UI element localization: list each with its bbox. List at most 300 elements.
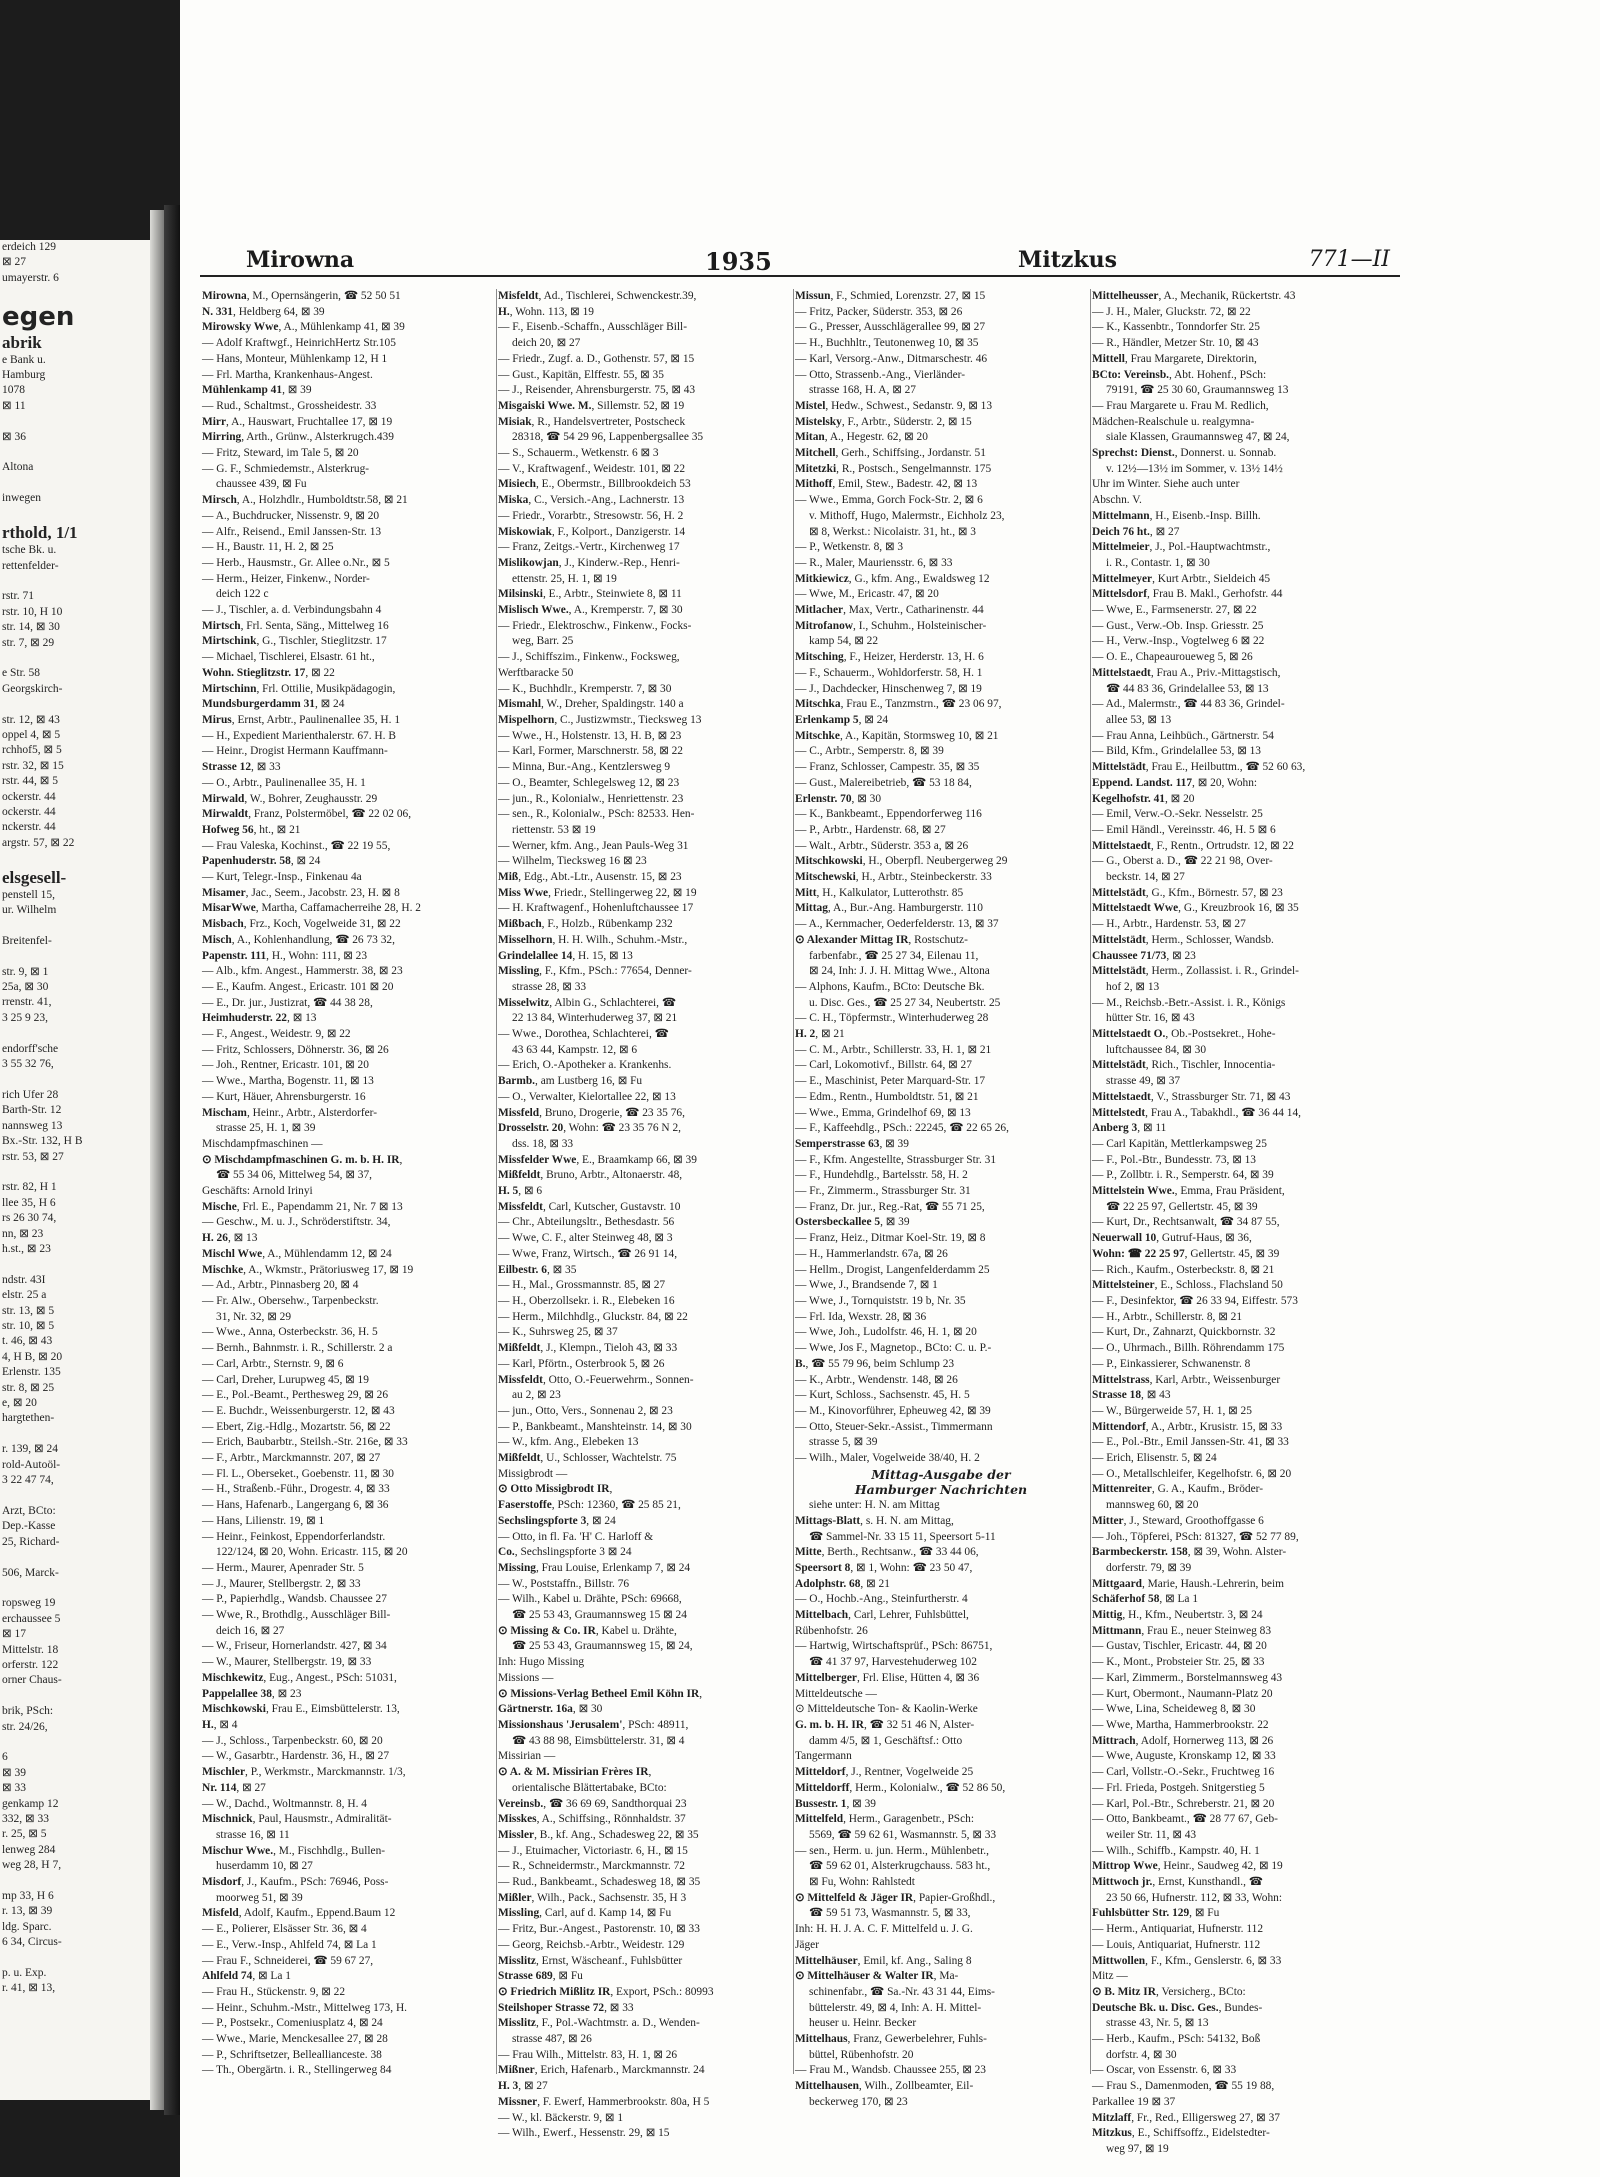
directory-entry-line: Misiak, R., Handelsvertreter, Postscheck bbox=[498, 415, 686, 428]
directory-entry-line: Co., Sechslingspforte 3 ⊠ 24 bbox=[498, 1546, 632, 1559]
directory-entry-line: — V., Kraftwagenf., Weidestr. 101, ⊠ 22 bbox=[498, 462, 686, 475]
directory-entry-line: Kegelhofstr. 41, ⊠ 20 bbox=[1092, 792, 1195, 805]
directory-entry-line: ⊙ Mitteldeutsche Ton- & Kaolin-Werke bbox=[795, 1703, 978, 1716]
previous-page-text-line: rrenstr. 41, bbox=[2, 996, 52, 1009]
previous-page-text-line: ⊠ 11 bbox=[2, 399, 26, 412]
directory-entry-line: Mittelstaedt O., Ob.-Postsekret., Hohe- bbox=[1092, 1028, 1276, 1041]
directory-entry-line: Miskowiak, F., Kolport., Danzigerstr. 14 bbox=[498, 525, 686, 538]
previous-page-text-line: mp 33, H 6 bbox=[2, 1890, 54, 1903]
directory-entry-line: — F., Eisenb.-Schaffn., Ausschläger Bill- bbox=[498, 321, 688, 334]
directory-entry-line: — Emil Händl., Vereinsstr. 46, H. 5 ⊠ 6 bbox=[1092, 823, 1276, 836]
directory-entry-line: Missfeldt, Otto, O.-Feuerwehrm., Sonnen- bbox=[498, 1373, 694, 1386]
directory-entry-line: — Oscar, von Essenstr. 6, ⊠ 33 bbox=[1092, 2064, 1237, 2077]
directory-entry-line: Mißfeldt, Bruno, Arbtr., Altonaerstr. 48, bbox=[498, 1169, 683, 1182]
directory-entry-line: — M., Reichsb.-Betr.-Assist. i. R., Königs bbox=[1092, 996, 1286, 1009]
directory-entry-line: Milsinski, E., Arbtr., Steinwiete 8, ⊠ 11 bbox=[498, 588, 682, 601]
directory-entry-line: Mittelhausen, Wilh., Zollbeamter, Eil- bbox=[795, 2080, 974, 2093]
directory-entry-line: Mirtschinn, Frl. Ottilie, Musikpädagogin, bbox=[202, 682, 396, 695]
directory-entry-line: Werftbaracke 50 bbox=[498, 666, 574, 679]
directory-entry-line: Chaussee 71/73, ⊠ 23 bbox=[1092, 949, 1196, 962]
directory-entry-line: Heimhuderstr. 22, ⊠ 13 bbox=[202, 1012, 317, 1025]
directory-entry-line: — Friedr., Elektroschw., Finkenw., Focks- bbox=[498, 619, 692, 632]
directory-entry-line: — Carl, Vollstr.-O.-Sekr., Fruchtweg 16 bbox=[1092, 1766, 1275, 1779]
directory-entry-line: — jun., Otto, Vers., Sonnenau 2, ⊠ 23 bbox=[498, 1404, 673, 1417]
previous-page-text-line bbox=[0, 1427, 150, 1442]
directory-entry-line: — Adolf Kraftwgf., HeinrichHertz Str.105 bbox=[202, 337, 396, 350]
directory-entry-line: Nr. 114, ⊠ 27 bbox=[202, 1781, 266, 1794]
directory-entry-line: — O., Hochb.-Ang., Steinfurtherstr. 4 bbox=[795, 1593, 968, 1606]
directory-entry-line: Misskes, A., Schiffsing., Rönnhaldstr. 37 bbox=[498, 1813, 686, 1826]
directory-entry-line: Barmbeckerstr. 158, ⊠ 39, Wohn. Alster- bbox=[1092, 1546, 1287, 1559]
previous-page-text-line: h.st., ⊠ 23 bbox=[2, 1242, 51, 1255]
previous-page-text-line: nckerstr. 44 bbox=[2, 821, 56, 834]
directory-entry-line: — W., Gasarbtr., Hardenstr. 36, H., ⊠ 27 bbox=[202, 1750, 390, 1763]
directory-entry-line: Strasse 12, ⊠ 33 bbox=[202, 761, 281, 774]
directory-entry-line: allee 53, ⊠ 13 bbox=[1106, 713, 1172, 726]
directory-entry-line: — Frl. Ida, Wexstr. 28, ⊠ 36 bbox=[795, 1310, 927, 1323]
previous-page-text-line: r. 41, ⊠ 13, bbox=[2, 1982, 56, 1995]
directory-entry-line: Mittelhäuser, Emil, kf. Ang., Saling 8 bbox=[795, 1954, 972, 1967]
directory-entry-line: — Hans, Monteur, Mühlenkamp 12, H 1 bbox=[202, 352, 388, 365]
directory-entry-line: — H., Arbtr., Schillerstr. 8, ⊠ 21 bbox=[1092, 1310, 1243, 1323]
directory-entry-line: Mirwaldt, Franz, Polstermöbel, ☎ 22 02 06, bbox=[202, 808, 412, 821]
directory-entry-line: Inh: Hugo Missing bbox=[498, 1656, 585, 1669]
directory-entry-line: — Wwe, Jos F., Magnetop., BCto: C. u. P.- bbox=[795, 1342, 992, 1355]
directory-entry-line: deich 16, ⊠ 27 bbox=[216, 1624, 285, 1637]
directory-entry-line: Grindelallee 14, H. 15, ⊠ 13 bbox=[498, 949, 633, 962]
directory-entry-line: Missirian — bbox=[498, 1750, 556, 1763]
directory-column-3 bbox=[795, 289, 1087, 2108]
directory-entry-line: 22 13 84, Winterhuderweg 37, ⊠ 21 bbox=[512, 1012, 678, 1025]
directory-entry-line: Mittwollen, F., Kfm., Genslerstr. 6, ⊠ 33 bbox=[1092, 1954, 1282, 1967]
directory-entry-line: weiler Str. 11, ⊠ 43 bbox=[1106, 1828, 1197, 1841]
directory-entry-line: — Wwe, Joh., Ludolfstr. 46, H. 1, ⊠ 20 bbox=[795, 1326, 977, 1339]
directory-entry-line: Missner, F. Ewerf, Hammerbrookstr. 80a, H 5 bbox=[498, 2095, 710, 2108]
directory-entry-line: riettenstr. 53 ⊠ 19 bbox=[512, 823, 596, 836]
directory-entry-line: — Wwe, Lina, Scheideweg 8, ⊠ 30 bbox=[1092, 1703, 1256, 1716]
previous-page-text-line: r. 13, ⊠ 39 bbox=[2, 1905, 53, 1918]
directory-entry-line: ☎ 43 88 98, Eimsbüttelerstr. 31, ⊠ 4 bbox=[512, 1734, 685, 1747]
previous-page-text-line bbox=[0, 414, 150, 429]
directory-entry-line: Mithoff, Emil, Stew., Badestr. 42, ⊠ 13 bbox=[795, 478, 978, 491]
previous-page-text-line: r. 139, ⊠ 24 bbox=[2, 1443, 58, 1456]
directory-entry-line: — Herb., Kaufm., PSch: 54132, Boß bbox=[1092, 2033, 1261, 2046]
directory-entry-line: Mädchen-Realschule u. realgymna- bbox=[1092, 415, 1255, 428]
directory-entry-line: — W., kfm. Ang., Elebeken 13 bbox=[498, 1436, 639, 1449]
directory-entry-line: Misch, A., Kohlenhandlung, ☎ 26 73 32, bbox=[202, 933, 395, 946]
directory-entry-line: Mirus, Ernst, Arbtr., Paulinenallee 35, H. 1 bbox=[202, 713, 401, 726]
directory-entry-line: — Kurt, Häuer, Ahrensburgerstr. 16 bbox=[202, 1090, 366, 1103]
column-divider bbox=[1090, 289, 1091, 2074]
directory-entry-line: Mitschewski, H., Arbtr., Steinbeckerstr. 33 bbox=[795, 871, 992, 884]
directory-entry-line: hütter Str. 16, ⊠ 43 bbox=[1106, 1012, 1195, 1025]
directory-entry-line: — Fritz, Packer, Süderstr. 353, ⊠ 26 bbox=[795, 305, 963, 318]
directory-entry-line: — Emil, Verw.-O.-Sekr. Nesselstr. 25 bbox=[1092, 808, 1263, 821]
directory-entry-line: Hamburger Nachrichten bbox=[854, 1482, 1028, 1498]
directory-entry-line: — P., Arbtr., Hardenstr. 68, ⊠ 27 bbox=[795, 823, 946, 836]
directory-entry-line: BCto: Vereinsb., Abt. Hohenf., PSch: bbox=[1092, 368, 1267, 381]
previous-page-text-line: ndstr. 43I bbox=[2, 1273, 46, 1286]
directory-entry-line: — H., Oberzollsekr. i. R., Elebeken 16 bbox=[498, 1295, 675, 1307]
directory-entry-line: ☎ 44 83 36, Grindelallee 53, ⊠ 13 bbox=[1106, 682, 1269, 695]
previous-page-text-line: str. 9, ⊠ 1 bbox=[2, 965, 49, 978]
directory-column-2 bbox=[498, 289, 790, 2140]
directory-entry-line: — Wwe., Martha, Bogenstr. 11, ⊠ 13 bbox=[202, 1075, 374, 1088]
previous-page-text-line bbox=[0, 1874, 150, 1889]
previous-page-text-line: argstr. 57, ⊠ 22 bbox=[2, 836, 75, 849]
directory-entry-line: strasse 43, Nr. 5, ⊠ 13 bbox=[1106, 2017, 1209, 2030]
directory-entry-line: strasse 16, ⊠ 11 bbox=[216, 1828, 290, 1841]
directory-entry-line: — Hans, Lilienstr. 19, ⊠ 1 bbox=[202, 1514, 325, 1527]
directory-entry-line: Vereinsb., ☎ 36 69 69, Sandthorquai 23 bbox=[498, 1797, 687, 1810]
directory-entry-line: Mitschke, A., Kapitän, Stormsweg 10, ⊠ 21 bbox=[795, 729, 999, 742]
directory-entry-line: — Heinr., Drogist Hermann Kauffmann- bbox=[202, 745, 388, 758]
directory-entry-line: — E., Maschinist, Peter Marquard-Str. 17 bbox=[795, 1075, 986, 1088]
directory-entry-line: Missling, Carl, auf d. Kamp 14, ⊠ Fu bbox=[498, 1907, 672, 1920]
directory-entry-line: Uhr im Winter. Siehe auch unter bbox=[1092, 478, 1240, 491]
directory-entry-line: strasse 49, ⊠ 37 bbox=[1106, 1075, 1181, 1088]
directory-entry-line: Erlenstr. 70, ⊠ 30 bbox=[795, 792, 882, 805]
directory-entry-line: deich 122 c bbox=[216, 588, 269, 601]
directory-entry-line: — Frau M., Wandsb. Chaussee 255, ⊠ 23 bbox=[795, 2064, 986, 2077]
directory-entry-line: Mitan, A., Hegestr. 62, ⊠ 20 bbox=[795, 431, 928, 444]
directory-entry-line: Bussestr. 1, ⊠ 39 bbox=[795, 1797, 876, 1810]
previous-page-text-line bbox=[0, 1951, 150, 1966]
directory-entry-line: büttelerstr. 49, ⊠ 4, Inh: A. H. Mittel- bbox=[809, 2001, 982, 2014]
directory-entry-line: au 2, ⊠ 23 bbox=[512, 1389, 561, 1402]
directory-entry-line: Mittelstädt, Herm., Zollassist. i. R., Grindel- bbox=[1092, 965, 1299, 978]
previous-page-text-line: str. 7, ⊠ 29 bbox=[2, 636, 55, 649]
previous-page-text-line: genkamp 12 bbox=[2, 1797, 59, 1810]
directory-entry-line: — Carl, Lokomotivf., Billstr. 64, ⊠ 27 bbox=[795, 1059, 972, 1072]
directory-entry-line: Deutsche Bk. u. Disc. Ges., Bundes- bbox=[1092, 2001, 1263, 2014]
directory-entry-line: — sen., R., Kolonialw., PSch: 82533. Hen- bbox=[498, 808, 695, 821]
previous-page-text-line: str. 10, ⊠ 5 bbox=[2, 1320, 55, 1332]
directory-entry-line: Steilshoper Strasse 72, ⊠ 33 bbox=[498, 2001, 634, 2014]
previous-page-text-line: brik, PSch: bbox=[2, 1705, 54, 1718]
previous-page-text-line: elsgesell- bbox=[2, 867, 67, 887]
directory-entry-line: Mittig, H., Kfm., Neubertstr. 3, ⊠ 24 bbox=[1092, 1609, 1263, 1622]
previous-page-text-line: elstr. 25 a bbox=[2, 1289, 47, 1302]
directory-entry-line: Mittgaard, Marie, Haush.-Lehrerin, beim bbox=[1092, 1577, 1285, 1590]
directory-entry-line: ⊙ Otto Missigbrodt IR, bbox=[498, 1483, 613, 1496]
directory-entry-line: Mittelstaedt Wwe, G., Kreuzbrook 16, ⊠ 35 bbox=[1092, 902, 1299, 915]
directory-entry-line: — Chr., Abteilungsltr., Bethesdastr. 56 bbox=[498, 1216, 675, 1229]
previous-page-text-line: ⊠ 33 bbox=[2, 1782, 27, 1795]
directory-entry-line: Mitt, H., Kalkulator, Lutterothstr. 85 bbox=[795, 886, 964, 899]
directory-entry-line: Mittelstädt, Herm., Schlosser, Wandsb. bbox=[1092, 933, 1274, 946]
directory-entry-line: Tangermann bbox=[795, 1750, 852, 1763]
directory-entry-line: Geschäfts: Arnold Irinyi bbox=[202, 1185, 313, 1198]
previous-page-text-line bbox=[0, 697, 150, 712]
previous-page-text-line: str. 12, ⊠ 43 bbox=[2, 713, 60, 726]
previous-page-edge bbox=[150, 210, 164, 2110]
directory-entry-line: — Bild, Kfm., Grindelallee 53, ⊠ 13 bbox=[1092, 745, 1261, 758]
directory-entry-line: — O., Metallschleifer, Kegelhofstr. 6, ⊠ 20 bbox=[1092, 1467, 1292, 1480]
directory-entry-line: Mischler, P., Werkmstr., Marckmannstr. 1/3, bbox=[202, 1766, 406, 1779]
directory-entry-line: — J., Etuimacher, Victoriastr. 6, H., ⊠ 15 bbox=[498, 1844, 688, 1857]
directory-entry-line: — Herm., Maurer, Apenrader Str. 5 bbox=[202, 1561, 364, 1574]
previous-page-text-line: 1078 bbox=[2, 384, 25, 397]
directory-entry-line: ☎ 25 53 43, Graumannsweg 15, ⊠ 24, bbox=[512, 1640, 693, 1653]
column-divider bbox=[496, 289, 497, 2074]
directory-entry-line: — Karl, Pförtn., Osterbrook 5, ⊠ 26 bbox=[498, 1357, 665, 1370]
previous-page-text-line: Georgskirch- bbox=[2, 682, 63, 695]
directory-entry-line: — Frau Anna, Leihbüch., Gärtnerstr. 54 bbox=[1092, 729, 1274, 742]
directory-entry-line: Missfelder Wwe, E., Braamkamp 66, ⊠ 39 bbox=[498, 1153, 697, 1166]
directory-entry-line: H. 26, ⊠ 13 bbox=[202, 1232, 258, 1245]
directory-entry-line: — Kurt, Telegr.-Insp., Finkenau 4a bbox=[202, 871, 362, 884]
previous-page-text-line bbox=[0, 1689, 150, 1704]
previous-page-text-line bbox=[0, 1581, 150, 1596]
previous-page-text-line: 25, Richard- bbox=[2, 1535, 60, 1548]
directory-entry-line: — F., Pol.-Btr., Bundesstr. 73, ⊠ 13 bbox=[1092, 1153, 1257, 1166]
directory-entry-line: — E., Polierer, Elsässer Str. 36, ⊠ 4 bbox=[202, 1923, 367, 1936]
directory-entry-line: Mißner, Erich, Hafenarb., Marckmannstr. 24 bbox=[498, 2064, 705, 2077]
previous-page-text-line: 6 bbox=[2, 1751, 8, 1764]
directory-entry-line: Missun, F., Schmied, Lorenzstr. 27, ⊠ 15 bbox=[795, 290, 986, 302]
directory-entry-line: — F., Schauerm., Wohldorferstr. 58, H. 1 bbox=[795, 666, 983, 679]
directory-entry-line: — Franz, Heiz., Ditmar Koel-Str. 19, ⊠ 8 bbox=[795, 1232, 986, 1245]
directory-entry-line: Mittelsteiner, E., Schloss., Flachsland 50 bbox=[1092, 1279, 1283, 1292]
directory-entry-line: ☎ 41 37 97, Harvestehuderweg 102 bbox=[809, 1656, 977, 1669]
directory-entry-line: strasse 487, ⊠ 26 bbox=[512, 2033, 592, 2046]
directory-entry-line: Mittrach, Adolf, Hornerweg 113, ⊠ 26 bbox=[1092, 1734, 1274, 1747]
directory-entry-line: Mirr, A., Hauswart, Fruchtallee 17, ⊠ 19 bbox=[202, 415, 393, 428]
directory-entry-line: — C. H., Töpfermstr., Winterhuderweg 28 bbox=[795, 1012, 989, 1025]
directory-entry-line: — sen., Herm. u. jun. Herm., Mühlenbetr., bbox=[795, 1844, 989, 1857]
directory-entry-line: — Friedr., Vorarbtr., Stresowstr. 56, H. 2 bbox=[498, 509, 684, 522]
directory-entry-line: weg, Barr. 25 bbox=[512, 635, 574, 648]
directory-entry-line: Mistel, Hedw., Schwest., Sedanstr. 9, ⊠ 13 bbox=[795, 399, 993, 412]
directory-entry-line: H. 2, ⊠ 21 bbox=[795, 1028, 845, 1041]
directory-entry-line: Missigbrodt — bbox=[498, 1467, 568, 1480]
directory-entry-line: Misiech, E., Obermstr., Billbrookdeich 53 bbox=[498, 478, 691, 491]
directory-entry-line: Mitte, Berth., Rechtsanw., ☎ 33 44 06, bbox=[795, 1546, 979, 1559]
previous-page-text-line: abrik bbox=[2, 332, 42, 352]
directory-entry-line: Miska, C., Versich.-Ang., Lachnerstr. 13 bbox=[498, 494, 685, 507]
previous-page-text-line: rold-Autoöl- bbox=[2, 1458, 61, 1471]
directory-entry-line: ⊙ Mittelfeld & Jäger IR, Papier-Großhdl., bbox=[795, 1891, 996, 1904]
directory-entry-line: Eilbestr. 6, ⊠ 35 bbox=[498, 1263, 577, 1276]
directory-entry-line: damm 4/5, ⊠ 1, Geschäftsf.: Otto bbox=[809, 1734, 963, 1747]
directory-entry-line: i. R., Contastr. 1, ⊠ 30 bbox=[1106, 556, 1210, 569]
directory-entry-line: — Wilh., Schiffb., Kampstr. 40, H. 1 bbox=[1092, 1844, 1260, 1857]
directory-entry-line: — F., Arbtr., Marckmannstr. 207, ⊠ 27 bbox=[202, 1452, 381, 1465]
directory-entry-line: — jun., R., Kolonialw., Henriettenstr. 23 bbox=[498, 792, 684, 805]
directory-entry-line: — H., Arbtr., Hardenstr. 53, ⊠ 27 bbox=[1092, 918, 1246, 931]
previous-page-text-line: tsche Bk. u. bbox=[2, 544, 57, 557]
directory-entry-line: Misslitz, F., Pol.-Wachtmstr. a. D., Wenden- bbox=[498, 2017, 700, 2030]
previous-page-text-line: str. 8, ⊠ 25 bbox=[2, 1381, 55, 1394]
directory-entry-line: Mittelsdorf, Frau B. Makl., Gerhofstr. 44 bbox=[1092, 588, 1283, 601]
directory-entry-line: — Carl Kapitän, Mettlerkampsweg 25 bbox=[1092, 1137, 1267, 1150]
previous-page-text-line: Altona bbox=[2, 461, 34, 474]
directory-entry-line: — K., Suhrsweg 25, ⊠ 37 bbox=[498, 1326, 618, 1339]
directory-entry-line: Mißfeldt, J., Klempn., Tieloh 43, ⊠ 33 bbox=[498, 1342, 678, 1355]
directory-entry-line: Missling, F., Kfm., PSch.: 77654, Denner- bbox=[498, 965, 692, 978]
directory-entry-line: kamp 54, ⊠ 22 bbox=[809, 635, 879, 648]
previous-page-text-line: orner Chaus- bbox=[2, 1674, 62, 1687]
directory-entry-line: — Heinr., Feinkost, Eppendorferlandstr. bbox=[202, 1530, 386, 1543]
directory-entry-line: Mitlacher, Max, Vertr., Catharinenstr. 44 bbox=[795, 604, 984, 617]
directory-entry-line: — Wwe, J., Brandsende 7, ⊠ 1 bbox=[795, 1279, 938, 1292]
directory-entry-line: beckerweg 170, ⊠ 23 bbox=[809, 2095, 908, 2108]
directory-entry-line: strasse 5, ⊠ 39 bbox=[809, 1436, 878, 1449]
directory-entry-line: chaussee 439, ⊠ Fu bbox=[216, 478, 307, 491]
directory-entry-line: — Fl. L., Oberseket., Goebenstr. 11, ⊠ 30 bbox=[202, 1467, 394, 1480]
directory-entry-line: Misamer, Jac., Seem., Jacobstr. 23, H. ⊠ 8 bbox=[202, 886, 400, 899]
directory-entry-line: Mischl Wwe, A., Mühlendamm 12, ⊠ 24 bbox=[202, 1247, 392, 1260]
directory-entry-line: — Friedr., Zugf. a. D., Gothenstr. 57, ⊠ 15 bbox=[498, 352, 695, 365]
directory-entry-line: — Alb., kfm. Angest., Hammerstr. 38, ⊠ 23 bbox=[202, 965, 403, 978]
directory-entry-line: — Wwe., Emma, Grindelhof 69, ⊠ 13 bbox=[795, 1106, 971, 1119]
directory-entry-line: — Karl, Pol.-Btr., Schreberstr. 21, ⊠ 20 bbox=[1092, 1797, 1275, 1810]
directory-entry-line: — Frl. Martha, Krankenhaus-Angest. bbox=[202, 368, 373, 381]
directory-entry-line: H., ⊠ 4 bbox=[202, 1718, 238, 1731]
previous-page-text-line: ropsweg 19 bbox=[2, 1597, 56, 1610]
directory-entry-line: Mittwoch jr., Ernst, Kunsthandl., ☎ bbox=[1092, 1876, 1263, 1889]
directory-entry-line: Missler, B., kf. Ang., Schadesweg 22, ⊠ 35 bbox=[498, 1828, 699, 1841]
previous-page-text-line: rstr. 53, ⊠ 27 bbox=[2, 1150, 64, 1163]
previous-page-text-line: orferstr. 122 bbox=[2, 1658, 59, 1671]
directory-entry-line: Missfeldt, Carl, Kutscher, Gustavstr. 10 bbox=[498, 1200, 681, 1213]
directory-entry-line: Strasse 689, ⊠ Fu bbox=[498, 1970, 583, 1983]
previous-page-text-line: penstell 15, bbox=[2, 888, 56, 901]
previous-page-text-line: umayerstr. 6 bbox=[2, 271, 59, 284]
directory-entry-line: — Walt., Arbtr., Süderstr. 353 a, ⊠ 26 bbox=[795, 839, 969, 852]
previous-page-text-line: 6 34, Circus- bbox=[2, 1936, 62, 1949]
previous-page-text-line: Bx.-Str. 132, H B bbox=[2, 1135, 83, 1148]
directory-entry-line: Mundsburgerdamm 31, ⊠ 24 bbox=[202, 698, 345, 711]
previous-page-text-line bbox=[0, 1735, 150, 1750]
directory-entry-line: Eppend. Landst. 117, ⊠ 20, Wohn: bbox=[1092, 776, 1258, 789]
previous-page-text-line bbox=[0, 1488, 150, 1503]
directory-entry-line: luftchaussee 84, ⊠ 30 bbox=[1106, 1043, 1207, 1056]
header-last-entry: Mitzkus bbox=[1018, 247, 1117, 273]
directory-entry-line: — Gust., Malereibetrieb, ☎ 53 18 84, bbox=[795, 776, 972, 789]
directory-entry-line: — Wwe., Anna, Osterbeckstr. 36, H. 5 bbox=[202, 1326, 378, 1339]
directory-entry-line: MisarWwe, Martha, Caffamacherreihe 28, H. 2 bbox=[202, 902, 421, 915]
directory-entry-line: Barmb., am Lustberg 16, ⊠ Fu bbox=[498, 1075, 643, 1088]
directory-entry-line: — C., Arbtr., Semperstr. 8, ⊠ 39 bbox=[795, 745, 944, 758]
directory-entry-line: — Georg, Reichsb.-Arbtr., Weidestr. 129 bbox=[498, 1938, 685, 1951]
directory-entry-line: — Karl, Former, Marschnerstr. 58, ⊠ 22 bbox=[498, 745, 683, 758]
previous-page-text-line: rchhof5, ⊠ 5 bbox=[2, 744, 62, 757]
directory-entry-line: ☎ 25 53 43, Graumannsweg 15 ⊠ 24 bbox=[512, 1609, 687, 1622]
directory-entry-line: ☎ Sammel-Nr. 33 15 11, Speersort 5-11 bbox=[809, 1530, 996, 1543]
directory-entry-line: — R., Maler, Mauriensstr. 6, ⊠ 33 bbox=[795, 556, 953, 569]
directory-entry-line: dorfstr. 4, ⊠ 30 bbox=[1106, 2048, 1177, 2061]
directory-entry-line: Mirwald, W., Bohrer, Zeughausstr. 29 bbox=[202, 792, 378, 805]
directory-entry-line: — S., Schauerm., Wetkenstr. 6 ⊠ 3 bbox=[498, 447, 659, 460]
directory-entry-line: Mitz — bbox=[1092, 1970, 1128, 1983]
directory-entry-line: — F., Kfm. Angestellte, Strassburger Str. 31 bbox=[795, 1153, 997, 1166]
directory-entry-line: Mitrofanow, I., Schuhm., Holsteinischer- bbox=[795, 619, 987, 632]
previous-page-text-line bbox=[0, 574, 150, 589]
directory-entry-line: — Fritz, Schlossers, Döhnerstr. 36, ⊠ 26 bbox=[202, 1043, 389, 1056]
directory-entry-line: — F., Kaffeehdlg., PSch.: 22245, ☎ 22 65 26, bbox=[795, 1122, 1009, 1135]
directory-entry-line: — Karl, Versorg.-Anw., Ditmarschestr. 46 bbox=[795, 352, 988, 365]
previous-page-text-line: hargtethen- bbox=[2, 1412, 55, 1425]
directory-entry-line: schinenfabr., ☎ Sa.-Nr. 43 31 44, Eims- bbox=[809, 1985, 995, 1998]
directory-entry-line: — Gustav, Tischler, Ericastr. 44, ⊠ 20 bbox=[1092, 1640, 1267, 1653]
directory-entry-line: hof 2, ⊠ 13 bbox=[1106, 980, 1160, 993]
directory-entry-line: moorweg 51, ⊠ 39 bbox=[216, 1891, 303, 1904]
previous-page-text-line: weg 28, H 7, bbox=[2, 1859, 62, 1872]
directory-entry-line: — W., Poststaffn., Billstr. 76 bbox=[498, 1577, 630, 1590]
directory-entry-line: — Fritz, Steward, im Tale 5, ⊠ 20 bbox=[202, 447, 359, 460]
directory-entry-line: — J., Maurer, Stellbergstr. 2, ⊠ 33 bbox=[202, 1577, 361, 1590]
directory-entry-line: — J., Reisender, Ahrensburgerstr. 75, ⊠ 43 bbox=[498, 384, 696, 397]
directory-entry-line: — K., Arbtr., Wendenstr. 148, ⊠ 26 bbox=[795, 1373, 958, 1386]
directory-entry-line: — Wwe, R., Brothdlg., Ausschläger Bill- bbox=[202, 1609, 391, 1622]
previous-page-text-line: e Str. 58 bbox=[2, 667, 41, 680]
directory-column-1 bbox=[202, 289, 494, 2077]
directory-entry-line: Strasse 18, ⊠ 43 bbox=[1092, 1389, 1171, 1402]
previous-page-text-line: e Bank u. bbox=[2, 353, 46, 366]
previous-page-text-line: lenweg 284 bbox=[2, 1843, 56, 1856]
directory-entry-line: Mirring, Arth., Grünw., Alsterkrugch.439 bbox=[202, 431, 394, 444]
directory-entry-line: Papenhuderstr. 58, ⊠ 24 bbox=[202, 855, 321, 868]
directory-entry-line: Gärtnerstr. 16a, ⊠ 30 bbox=[498, 1703, 603, 1716]
header-page-number: 771—II bbox=[1308, 247, 1390, 272]
column-divider bbox=[793, 289, 794, 2074]
directory-entry-line: — W., Friseur, Hornerlandstr. 427, ⊠ 34 bbox=[202, 1640, 387, 1653]
previous-page-text-line bbox=[0, 651, 150, 666]
directory-entry-line: ⊙ Mischdampfmaschinen G. m. b. H. IR, bbox=[202, 1153, 403, 1166]
directory-entry-line: — H., Expedient Marienthalerstr. 67. H. B bbox=[202, 729, 396, 742]
directory-entry-line: — Edm., Rentn., Humboldtstr. 51, ⊠ 21 bbox=[795, 1090, 979, 1103]
previous-page-text-line: ur. Wilhelm bbox=[2, 904, 57, 917]
page-header bbox=[200, 245, 1400, 277]
directory-entry-line: — Bernh., Bahnmstr. i. R., Schillerstr. 2 a bbox=[202, 1342, 393, 1355]
directory-entry-line: — Erich, O.-Apotheker a. Krankenhs. bbox=[498, 1059, 672, 1072]
previous-page-text-line: Hamburg bbox=[2, 369, 46, 382]
directory-entry-line: Mittelmeyer, Kurt Arbtr., Sieldeich 45 bbox=[1092, 572, 1271, 585]
directory-entry-line: Mischnick, Paul, Hausmstr., Admiralität- bbox=[202, 1813, 392, 1826]
directory-entry-line: Mittag-Ausgabe der bbox=[871, 1466, 1011, 1482]
directory-entry-line: huserdamm 10, ⊠ 27 bbox=[216, 1860, 313, 1873]
directory-entry-line: Neuerwall 10, Gutruf-Haus, ⊠ 36, bbox=[1092, 1232, 1252, 1245]
directory-entry-line: — Carl, Dreher, Lurupweg 45, ⊠ 19 bbox=[202, 1373, 369, 1386]
directory-entry-line: — Alfr., Reisend., Emil Janssen-Str. 13 bbox=[202, 525, 382, 538]
directory-entry-line: Mittelhaus, Franz, Gewerbelehrer, Fuhls- bbox=[795, 2033, 987, 2046]
directory-entry-line: Mische, Frl. E., Papendamm 21, Nr. 7 ⊠ 13 bbox=[202, 1200, 403, 1213]
previous-page-text-line: nn, ⊠ 23 bbox=[2, 1227, 44, 1240]
directory-entry-line: — Erich, Baubarbtr., Steilsh.-Str. 216e, ⊠ 33 bbox=[202, 1436, 408, 1449]
directory-entry-line: — Herm., Milchhdlg., Gluckstr. 84, ⊠ 22 bbox=[498, 1310, 688, 1323]
previous-page-text-line: str. 14, ⊠ 30 bbox=[2, 621, 60, 634]
directory-entry-line: — Wwe, Auguste, Kronskamp 12, ⊠ 33 bbox=[1092, 1750, 1276, 1763]
previous-page-text-line: 3 22 47 74, bbox=[2, 1474, 54, 1487]
directory-entry-line: Mitteldorf, J., Rentner, Vogelweide 25 bbox=[795, 1766, 974, 1779]
directory-entry-line: Mislisch Wwe., A., Kremperstr. 7, ⊠ 30 bbox=[498, 604, 683, 617]
directory-entry-line: H. 5, ⊠ 6 bbox=[498, 1185, 543, 1198]
directory-entry-line: — Frau S., Damenmoden, ☎ 55 19 88, bbox=[1092, 2080, 1275, 2093]
directory-entry-line: — H., Verw.-Insp., Vogtelweg 6 ⊠ 22 bbox=[1092, 635, 1265, 648]
directory-entry-line: v. 12½—13½ im Sommer, v. 13½ 14½ bbox=[1106, 462, 1283, 475]
directory-entry-line: strasse 28, ⊠ 33 bbox=[512, 980, 587, 993]
directory-entry-line: Mittelbach, Carl, Lehrer, Fuhlsbüttel, bbox=[795, 1609, 969, 1622]
directory-entry-line: ⊙ Friedrich Mißlitz IR, Export, PSch.: 80993 bbox=[498, 1985, 714, 1998]
directory-entry-line: — Hellm., Drogist, Langenfelderdamm 25 bbox=[795, 1263, 990, 1276]
previous-page-text-line: str. 13, ⊠ 5 bbox=[2, 1304, 55, 1317]
previous-page-text-line: 332, ⊠ 33 bbox=[2, 1813, 50, 1825]
directory-entry-line: Mittelstaedt, V., Strassburger Str. 71, ⊠ 43 bbox=[1092, 1090, 1291, 1103]
previous-page-text-line: rs 26 30 74, bbox=[2, 1212, 57, 1225]
directory-entry-line: — H., Mal., Grossmannstr. 85, ⊠ 27 bbox=[498, 1279, 666, 1292]
